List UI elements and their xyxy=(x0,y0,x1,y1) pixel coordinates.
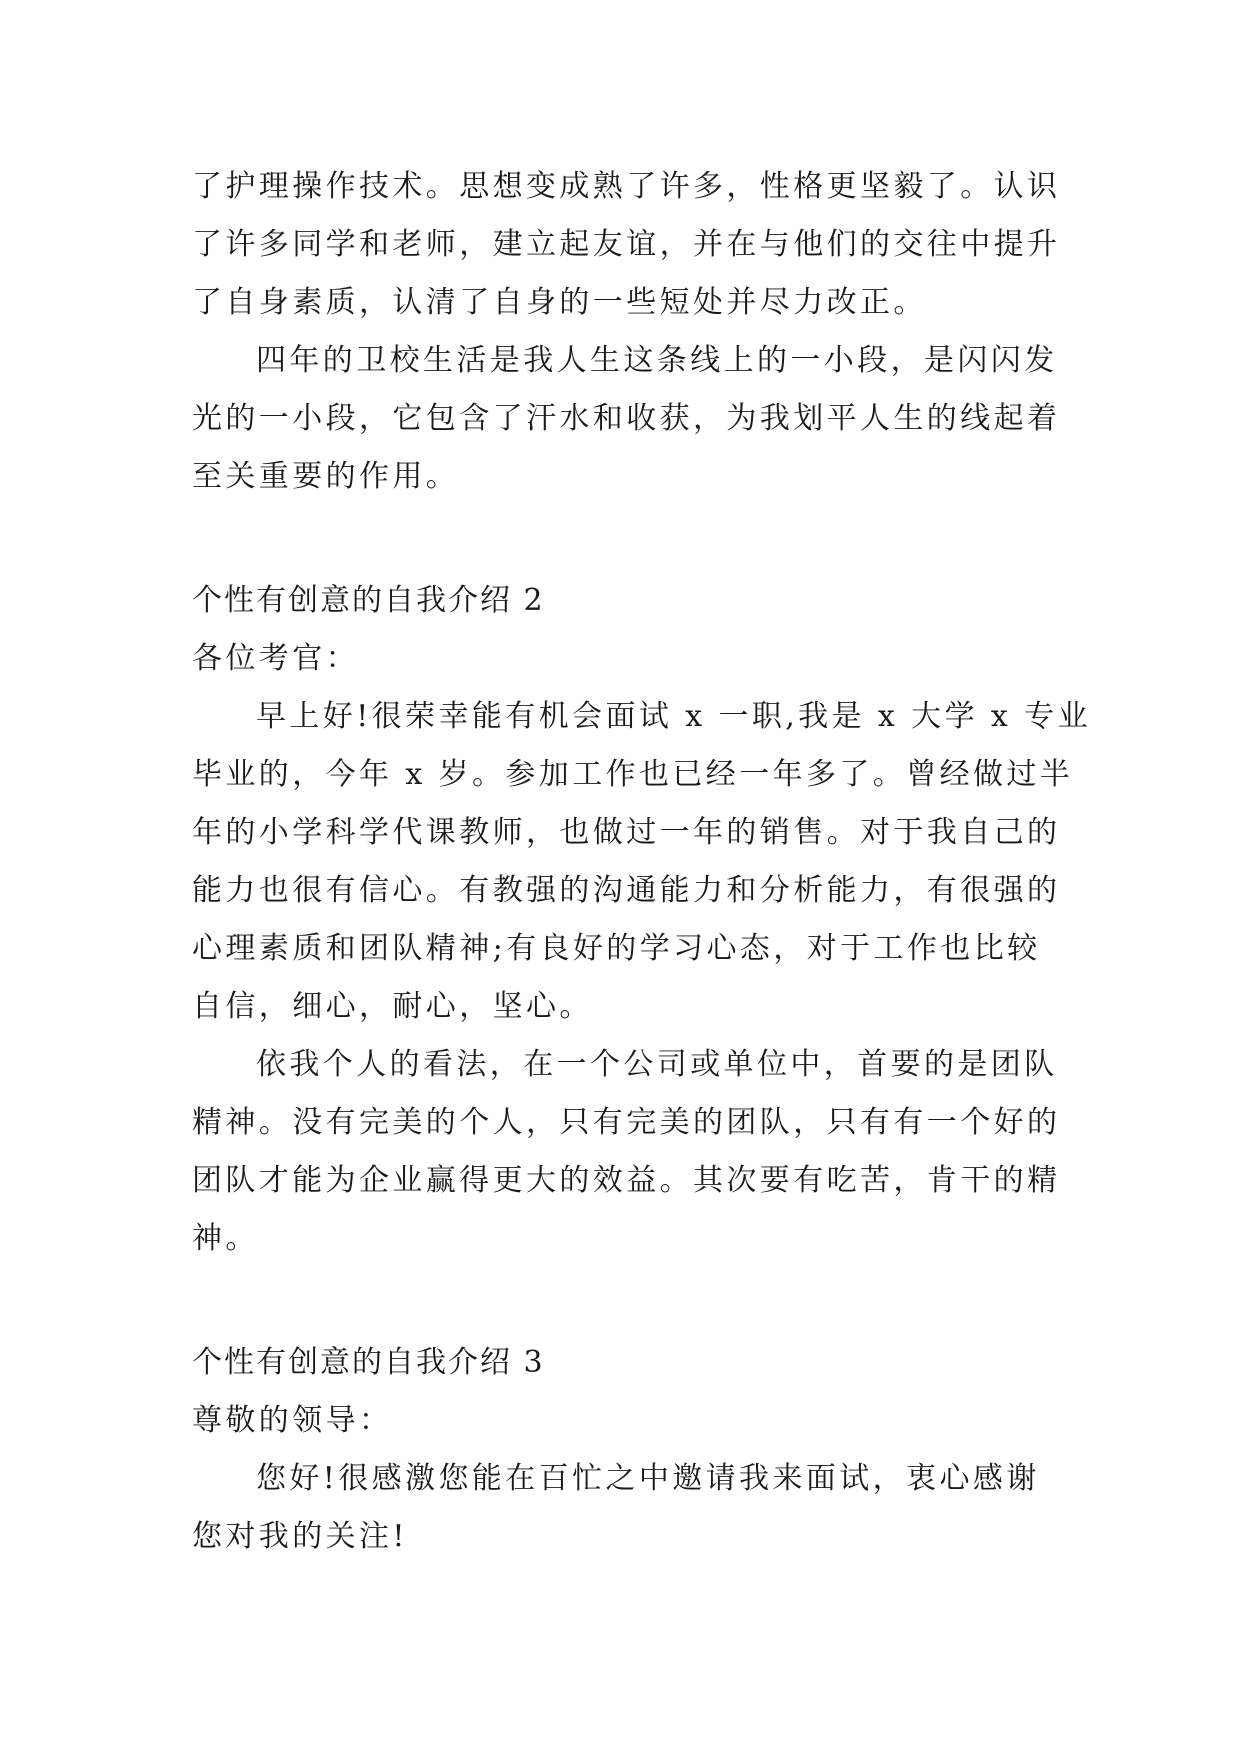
text-line: 至关重要的作用。 xyxy=(192,459,460,494)
paragraph-continued xyxy=(192,158,1061,332)
text-line: 了许多同学和老师，建立起友谊，并在与他们的交往中提升 xyxy=(192,227,1061,262)
text-line: 精神。没有完美的个人，只有完美的团队，只有有一个好的 xyxy=(192,1105,1061,1140)
text-line: 早上好!很荣幸能有机会面试 x 一职,我是 x 大学 x 专业 xyxy=(256,699,1091,734)
text-line: 神。 xyxy=(192,1221,259,1256)
section-heading: 个性有创意的自我介绍 2 xyxy=(192,583,545,618)
salutation: 各位考官： xyxy=(192,641,359,676)
section-gap xyxy=(192,506,1052,572)
section-heading: 个性有创意的自我介绍 3 xyxy=(192,1345,545,1380)
text-line: 了自身素质，认清了自身的一些短处并尽力改正。 xyxy=(192,285,927,320)
text-line: 心理素质和团队精神;有良好的学习心态，对于工作也比较 xyxy=(192,931,1041,966)
section-intro-2 xyxy=(192,572,1091,1268)
text-line: 依我个人的看法，在一个公司或单位中，首要的是团队 xyxy=(256,1047,1058,1082)
text-line: 自信，细心，耐心，坚心。 xyxy=(192,989,593,1024)
text-line: 毕业的，今年 x 岁。参加工作也已经一年多了。曾经做过半 xyxy=(192,757,1074,792)
text-line: 能力也很有信心。有教强的沟通能力和分析能力，有很强的 xyxy=(192,873,1061,908)
text-line: 四年的卫校生活是我人生这条线上的一小段，是闪闪发 xyxy=(256,343,1058,378)
text-line: 团队才能为企业赢得更大的效益。其次要有吃苦，肯干的精 xyxy=(192,1163,1061,1198)
text-line: 了护理操作技术。思想变成熟了许多，性格更坚毅了。认识 xyxy=(192,169,1061,204)
text-line: 您好!很感激您能在百忙之中邀请我来面试，衷心感谢 xyxy=(256,1461,1040,1496)
paragraph xyxy=(192,332,1061,506)
section-gap xyxy=(192,1268,1052,1334)
document-page xyxy=(192,158,1091,1566)
text-line: 年的小学科学代课教师，也做过一年的销售。对于我自己的 xyxy=(192,815,1061,850)
section-intro-3 xyxy=(192,1334,1052,1566)
salutation: 尊敬的领导： xyxy=(192,1403,393,1438)
text-line: 光的一小段，它包含了汗水和收获，为我划平人生的线起着 xyxy=(192,401,1061,436)
text-line: 您对我的关注! xyxy=(192,1519,408,1554)
